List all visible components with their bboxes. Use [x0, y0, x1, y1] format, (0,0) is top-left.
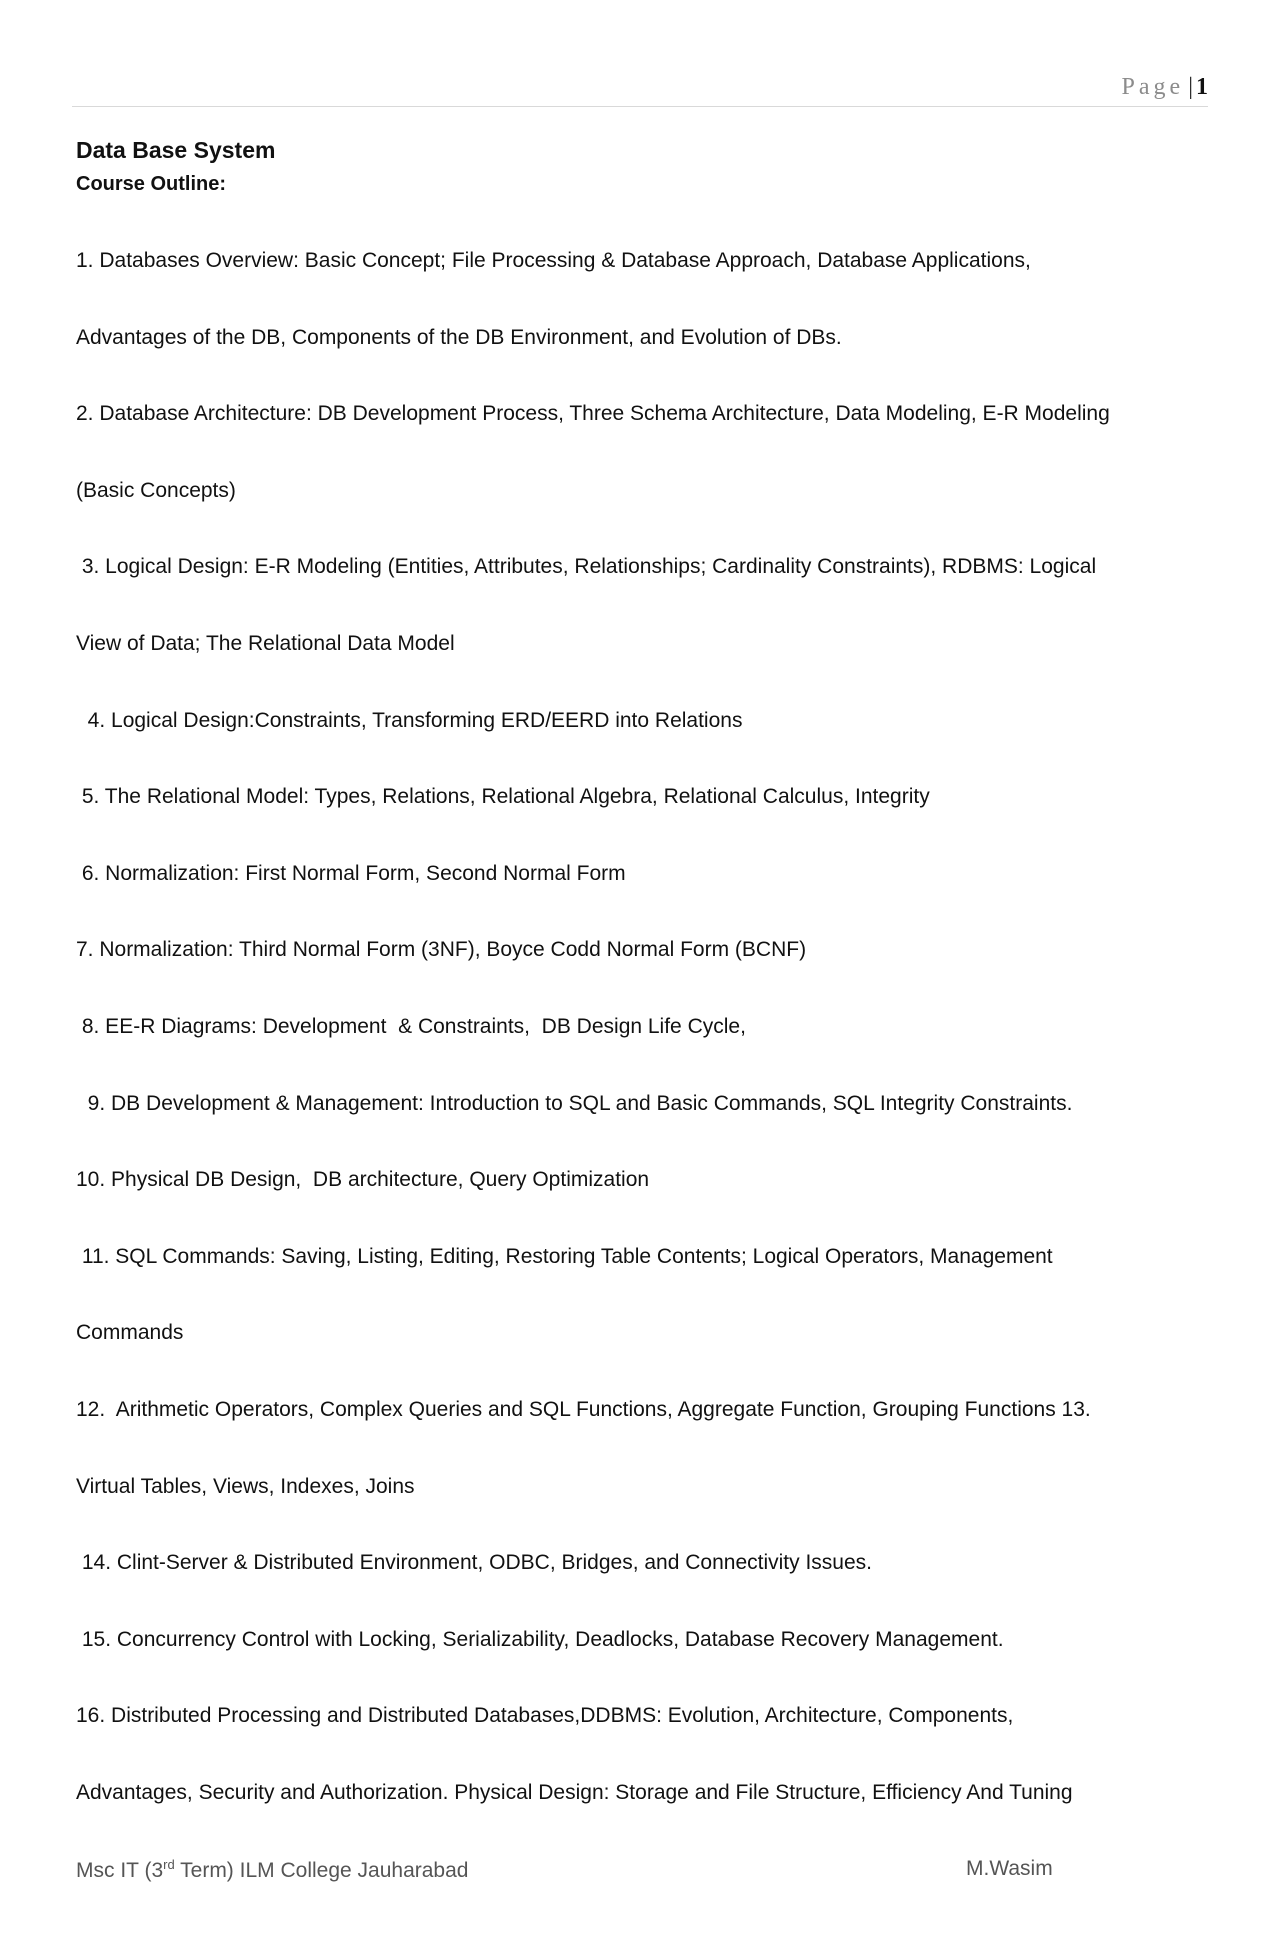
- page-footer: [76, 1853, 1206, 1893]
- outline-line: 9. DB Development & Management: Introduction to SQL and Basic Commands, SQL Integrity Constraints.: [76, 1091, 1073, 1115]
- outline-line: View of Data; The Relational Data Model: [76, 631, 455, 655]
- outline-line: 1. Databases Overview: Basic Concept; File Processing & Database Approach, Database Applications,: [76, 249, 1031, 272]
- outline-line: 8. EE-R Diagrams: Development & Constraints, DB Design Life Cycle,: [76, 1014, 746, 1038]
- outline-line: 7. Normalization: Third Normal Form (3NF), Boyce Codd Normal Form (BCNF): [76, 938, 807, 962]
- outline-line: 16. Distributed Processing and Distributed Databases,DDBMS: Evolution, Architecture, Components,: [76, 1704, 1014, 1728]
- footer-course-prefix: Msc IT (3: [76, 1859, 164, 1882]
- outline-line: (Basic Concepts): [76, 478, 236, 502]
- outline-line: Virtual Tables, Views, Indexes, Joins: [76, 1474, 415, 1498]
- outline-line: Commands: [76, 1321, 184, 1345]
- page-word: Page: [1121, 74, 1185, 100]
- outline-line: Advantages, Security and Authorization. Physical Design: Storage and File Structure, Efficiency And Tuning: [76, 1780, 1073, 1804]
- outline-line: 3. Logical Design: E-R Modeling (Entities, Attributes, Relationships; Cardinality Constraints), RDBMS: Logical: [76, 555, 1097, 579]
- outline-line: 15. Concurrency Control with Locking, Serializability, Deadlocks, Database Recovery Management.: [76, 1627, 1004, 1651]
- outline-line: 14. Clint-Server & Distributed Environment, ODBC, Bridges, and Connectivity Issues.: [76, 1551, 872, 1575]
- outline-line: 11. SQL Commands: Saving, Listing, Editing, Restoring Table Contents; Logical Operators, Management: [76, 1244, 1053, 1268]
- footer-author: M.Wasim: [966, 1857, 1053, 1880]
- outline-line: 12. Arithmetic Operators, Complex Queries and SQL Functions, Aggregate Function, Grouping Functions 13.: [76, 1397, 1091, 1421]
- page-separator: |: [1188, 74, 1193, 100]
- page-number: 1: [1196, 74, 1208, 100]
- outline-line: 6. Normalization: First Normal Form, Second Normal Form: [76, 861, 626, 885]
- outline-line: 5. The Relational Model: Types, Relations, Relational Algebra, Relational Calculus, Integrity: [76, 785, 930, 809]
- page-header: [72, 70, 1208, 107]
- footer-course-superscript: rd: [163, 1857, 175, 1872]
- document-subtitle: Course Outline:: [76, 173, 227, 195]
- document-title: Data Base System: [76, 137, 276, 163]
- footer-course-suffix: Term) ILM College Jauharabad: [174, 1859, 469, 1882]
- outline-line: Advantages of the DB, Components of the DB Environment, and Evolution of DBs.: [76, 325, 842, 349]
- outline-line: 2. Database Architecture: DB Development Process, Three Schema Architecture, Data Modeling, E-R Modeling: [76, 402, 1110, 426]
- outline-line: 10. Physical DB Design, DB architecture, Query Optimization: [76, 1168, 650, 1192]
- course-outline-list: [76, 246, 1206, 1854]
- outline-line: 4. Logical Design:Constraints, Transforming ERD/EERD into Relations: [76, 708, 743, 732]
- page-number-label: [1122, 74, 1208, 101]
- footer-course-info: [76, 1857, 468, 1883]
